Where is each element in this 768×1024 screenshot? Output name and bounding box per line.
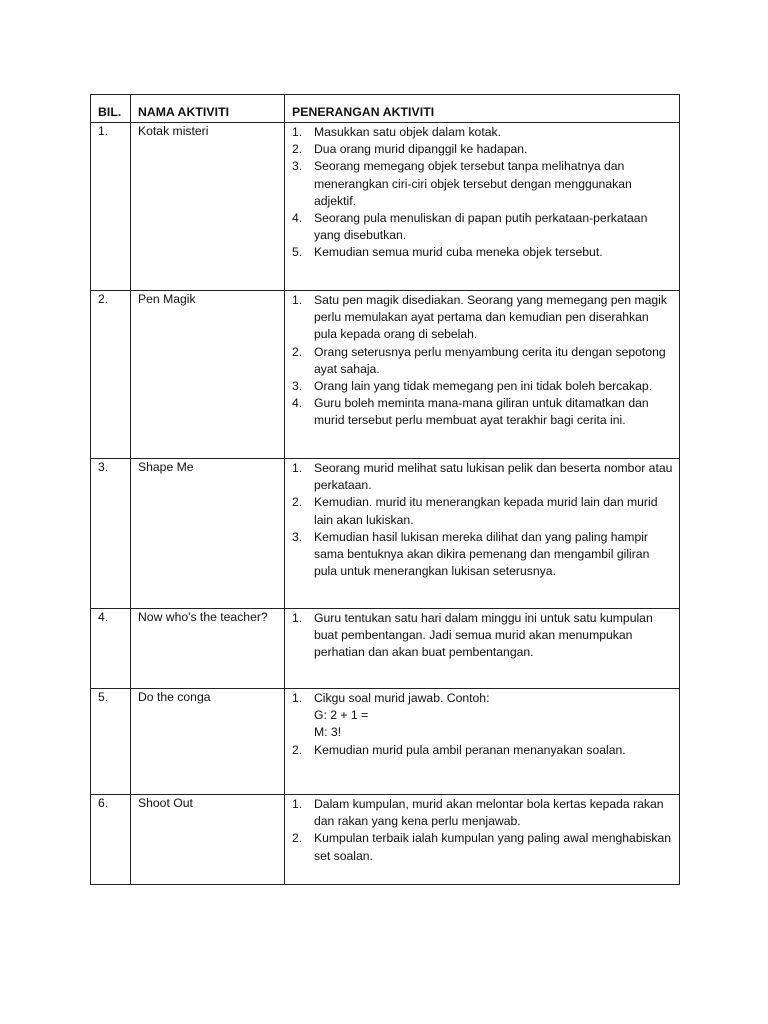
activity-name: Shape Me (131, 459, 285, 609)
activity-description (285, 689, 680, 795)
activities-table (90, 94, 680, 885)
step-text: Seorang murid melihat satu lukisan pelik dan beserta nombor atau perkataan. (314, 461, 673, 493)
row-number: 2. (91, 291, 131, 459)
table-row (91, 123, 680, 291)
step-number: 2. (292, 831, 303, 846)
list-item (292, 244, 673, 261)
step-number: 1. (292, 797, 303, 811)
step-text: Kemudian murid pula ambil peranan menanyakan soalan. (314, 742, 626, 757)
row-number: 5. (91, 689, 131, 795)
list-item (292, 494, 673, 528)
step-number: 2. (292, 142, 303, 157)
step-text: Satu pen magik disediakan. Seorang yang memegang pen magik perlu memulakan ayat pertama dan kemudian pen diserahkan pula kepada orang di sebelah. (314, 293, 667, 342)
step-number: 3. (292, 529, 303, 544)
list-item (292, 796, 673, 830)
list-item (292, 210, 673, 244)
steps-list (292, 610, 673, 662)
step-number: 3. (292, 159, 303, 174)
step-text: Guru boleh meminta mana-mana giliran untuk ditamatkan dan murid tersebut perlu membuat ayat terakhir bagi cerita ini. (314, 396, 649, 428)
step-text: Guru tentukan satu hari dalam minggu ini untuk satu kumpulan buat pembentangan. Jadi semua murid akan menumpukan perhatian dan akan buat pembentangan. (314, 611, 653, 660)
table-row (91, 609, 680, 689)
activity-name: Do the conga (131, 689, 285, 795)
step-text: Cikgu soal murid jawab. Contoh: (314, 691, 490, 705)
activity-name: Shoot Out (131, 795, 285, 885)
step-text: Seorang pula menuliskan di papan putih perkataan-perkataan yang disebutkan. (314, 211, 648, 243)
activity-description (285, 609, 680, 689)
list-item (292, 344, 673, 378)
list-item (292, 141, 673, 158)
activity-description (285, 123, 680, 291)
list-item (292, 395, 673, 429)
activity-name: Kotak misteri (131, 123, 285, 291)
step-text: Dua orang murid dipanggil ke hadapan. (314, 142, 528, 157)
table-row (91, 291, 680, 459)
table-header-row (91, 95, 680, 123)
list-item (292, 529, 673, 581)
list-item (292, 292, 673, 344)
table-row (91, 459, 680, 609)
step-number: 2. (292, 495, 303, 510)
table-row (91, 795, 680, 885)
table-body (91, 123, 680, 885)
row-number: 6. (91, 795, 131, 885)
row-number: 1. (91, 123, 131, 291)
step-number: 1. (292, 125, 303, 139)
activity-name: Now who's the teacher? (131, 609, 285, 689)
list-item (292, 690, 673, 742)
activity-description (285, 795, 680, 885)
steps-list (292, 124, 673, 262)
step-number: 4. (292, 211, 303, 226)
activity-name: Pen Magik (131, 291, 285, 459)
list-item (292, 460, 673, 494)
list-item (292, 158, 673, 210)
step-text: Masukkan satu objek dalam kotak. (314, 125, 501, 139)
step-number: 1. (292, 461, 303, 475)
steps-list (292, 796, 673, 865)
step-number: 2. (292, 344, 303, 359)
step-number: 1. (292, 691, 303, 705)
header-bil: BIL. (91, 95, 131, 123)
step-number: 3. (292, 379, 303, 394)
list-item (292, 124, 673, 141)
step-number: 5. (292, 245, 303, 260)
header-description: PENERANGAN AKTIVITI (285, 95, 680, 123)
row-number: 3. (91, 459, 131, 609)
step-example-line: G: 2 + 1 = (314, 708, 369, 723)
steps-list (292, 690, 673, 759)
activity-description (285, 291, 680, 459)
step-text: Dalam kumpulan, murid akan melontar bola kertas kepada rakan dan rakan yang kena perlu menjawab. (314, 797, 664, 829)
step-number: 2. (292, 742, 303, 757)
step-text: Seorang memegang objek tersebut tanpa melihatnya dan menerangkan ciri-ciri objek tersebut dengan menggunakan adjektif. (314, 159, 632, 208)
step-text: Kemudian. murid itu menerangkan kepada murid lain dan murid lain akan lukiskan. (314, 495, 658, 527)
step-text: Kumpulan terbaik ialah kumpulan yang paling awal menghabiskan set soalan. (314, 831, 672, 863)
step-text: Orang seterusnya perlu menyambung cerita itu dengan sepotong ayat sahaja. (314, 344, 666, 376)
list-item (292, 742, 673, 759)
row-number: 4. (91, 609, 131, 689)
list-item (292, 378, 673, 395)
step-number: 1. (292, 293, 303, 307)
step-text: Kemudian hasil lukisan mereka dilihat dan yang paling hampir sama bentuknya akan dikira pemenang dan mengambil giliran pula untuk menerangkan lukisan seterusnya. (314, 529, 650, 579)
step-text: Orang lain yang tidak memegang pen ini tidak boleh bercakap. (314, 379, 653, 394)
step-example-line: M: 3! (314, 725, 342, 740)
step-number: 4. (292, 396, 303, 411)
steps-list (292, 292, 673, 430)
list-item (292, 610, 673, 662)
header-name: NAMA AKTIVITI (131, 95, 285, 123)
steps-list (292, 460, 673, 580)
table-row (91, 689, 680, 795)
step-text: Kemudian semua murid cuba meneka objek tersebut. (314, 245, 603, 260)
activity-description (285, 459, 680, 609)
list-item (292, 830, 673, 864)
step-number: 1. (292, 611, 303, 625)
